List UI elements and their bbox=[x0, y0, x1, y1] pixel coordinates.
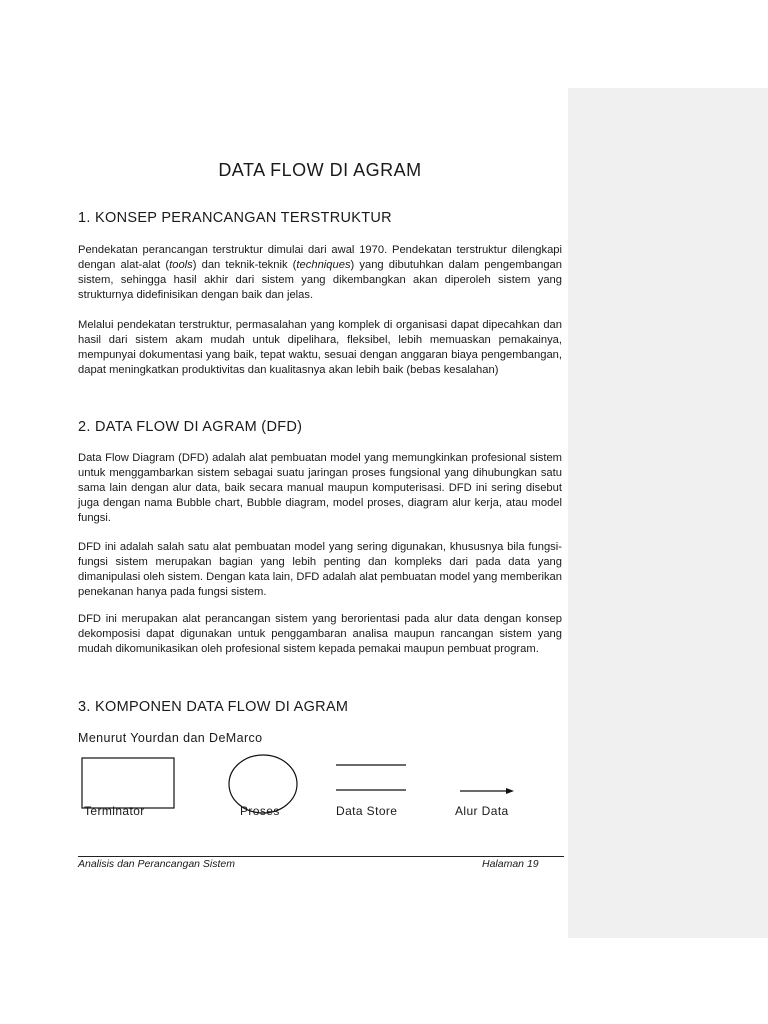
data-store-label: Data Store bbox=[336, 804, 398, 818]
section-2-paragraph-2: DFD ini adalah salah satu alat pembuatan model yang sering digunakan, khususnya bila fungsi-fungsi sistem merupakan bagian yang lebih penting dan kompleks dari pada data yang dimanipulasi oleh sistem. Dengan kata lain, DFD adalah alat pembuatan model yang memberikan penekanan hanya pada fungsi sistem. bbox=[78, 541, 562, 598]
terminator-label: Terminator bbox=[84, 804, 145, 818]
section-2-heading: 2. DATA FLOW DI AGRAM (DFD) bbox=[78, 419, 303, 435]
section-2-paragraph-1: Data Flow Diagram (DFD) adalah alat pembuatan model yang memungkinkan profesional sistem untuk menggambarkan sistem sebagai suatu jaringan proses fungsional yang dihubungkan satu sama lain dengan alur data, baik secara manual maupun komputerisasi. DFD ini sering disebut juga dengan nama Bubble chart, Bubble diagram, model proses, diagram alur kerja, atau model fungsi. bbox=[78, 452, 562, 524]
footer-page-number: Halaman 19 bbox=[482, 858, 539, 870]
data-flow-arrowhead bbox=[506, 788, 514, 794]
footer-document-title: Analisis dan Perancangan Sistem bbox=[78, 858, 236, 870]
section-1-paragraph-2: Melalui pendekatan terstruktur, permasalahan yang komplek di organisasi dapat dipecahkan dan hasil dari sistem akam mudah untuk dipelihara, fleksibel, lebih memuaskan pemakainya, mempunyai dokumentasi yang baik, tepat waktu, sesuai dengan anggaran biaya pengembangan, dapat meningkatkan produktivitas dan kualitasnya akan lebih baik (bebas kesalahan) bbox=[78, 319, 562, 376]
section-1-paragraph-1: Pendekatan perancangan terstruktur dimulai dari awal 1970. Pendekatan terstruktur dilengkapi dengan alat-alat (tools) dan teknik-teknik (techniques) yang dibutuhkan dalam pengembangan sistem, sehingga hasil akhir dari sistem yang dikembangkan akan diperoleh sistem yang strukturnya didefinisikan dengan baik dan jelas. bbox=[78, 244, 562, 301]
comment-margin-panel bbox=[568, 88, 768, 938]
terminator-symbol bbox=[82, 758, 174, 808]
section-3-subheading: Menurut Yourdan dan DeMarco bbox=[78, 731, 263, 745]
footer-divider bbox=[78, 856, 564, 857]
process-label: Proses bbox=[240, 804, 280, 818]
section-2-paragraph-3: DFD ini merupakan alat perancangan sistem yang berorientasi pada alur data dengan konsep dekomposisi dapat digunakan untuk penggambaran analisa maupun rancangan sistem yang mudah dikomunikasikan oleh profesional sistem kepada pemakai maupun pembuat program. bbox=[78, 613, 562, 655]
data-flow-label: Alur Data bbox=[455, 804, 509, 818]
section-3-heading: 3. KOMPONEN DATA FLOW DI AGRAM bbox=[78, 699, 349, 715]
section-1-heading: 1. KONSEP PERANCANGAN TERSTRUKTUR bbox=[78, 210, 392, 226]
page-title: DATA FLOW DI AGRAM bbox=[218, 160, 422, 180]
dfd-symbols bbox=[78, 748, 562, 828]
